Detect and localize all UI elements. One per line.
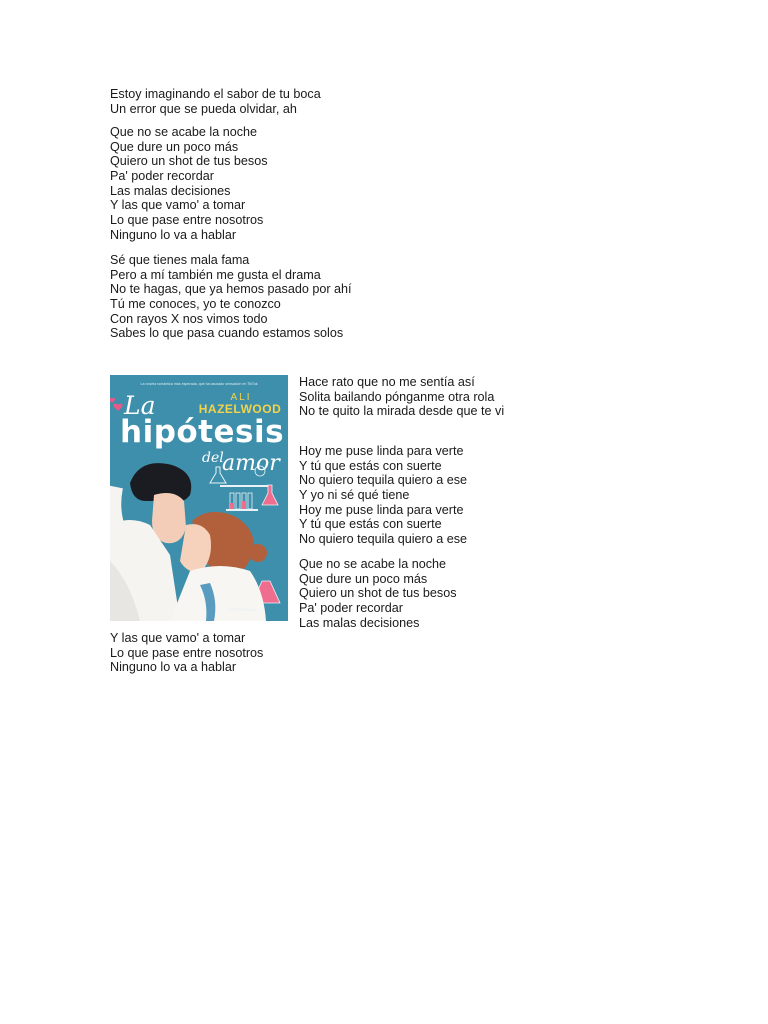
lyric-line: No te quito la mirada desde que te vi	[299, 404, 505, 419]
lyric-line: Y las que vamo' a tomar	[110, 198, 246, 213]
lyric-line: Lo que pase entre nosotros	[110, 645, 264, 660]
cover-author-first-name: ALI	[230, 392, 252, 403]
lyric-line: Con rayos X nos vimos todo	[110, 311, 268, 326]
lyric-line: Que no se acabe la noche	[299, 557, 447, 571]
lyric-line: No quiero tequila quiero a ese	[299, 532, 468, 547]
lyric-line: Las malas decisiones	[110, 183, 231, 198]
lyrics-block-1	[110, 87, 321, 116]
lyric-line: Sé que tienes mala fama	[110, 253, 250, 267]
lyric-line: Solita bailando pónganme otra rola	[299, 389, 495, 404]
lyric-line: Que no se acabe la noche	[110, 125, 258, 139]
lyric-line: Lo que pase entre nosotros	[110, 213, 264, 228]
cover-author-last-name: HAZELWOOD	[198, 402, 282, 416]
lyric-line: Estoy imaginando el sabor de tu boca	[110, 87, 321, 101]
lyric-line: Y tú que estás con suerte	[299, 458, 442, 473]
lyric-line: Quiero un shot de tus besos	[110, 154, 268, 169]
cover-title-amor: amor	[222, 451, 280, 476]
lyrics-block-7	[110, 631, 263, 675]
lyric-line: Pa' poder recordar	[299, 601, 403, 616]
lyric-line: Y tú que estás con suerte	[299, 517, 442, 532]
cover-title-main: hipótesis	[120, 414, 285, 450]
lyric-line: No te hagas, que ya hemos pasado por ahí	[110, 282, 352, 297]
lyric-line: Hoy me puse linda para verte	[299, 502, 464, 517]
lyric-line: Quiero un shot de tus besos	[299, 586, 457, 601]
lyric-line: No quiero tequila quiero a ese	[299, 473, 468, 488]
lyrics-block-2	[110, 125, 268, 243]
lyric-line: Hace rato que no me sentía así	[299, 375, 475, 389]
lyric-line: Que dure un poco más	[110, 139, 239, 154]
lyric-line: Pero a mí también me gusta el drama	[110, 267, 321, 282]
lyric-line: Tú me conoces, yo te conozco	[110, 297, 281, 312]
lyric-line: Ninguno lo va a hablar	[110, 227, 237, 242]
cover-tagline: La novela romántica más esperada, que ha causado sensación en TikTok	[140, 382, 258, 386]
lyrics-block-4	[299, 375, 504, 419]
book-cover-image	[110, 375, 288, 621]
lyric-line: Las malas decisiones	[299, 615, 420, 630]
lyric-line: Que dure un poco más	[299, 571, 428, 586]
lyric-line: Y yo ni sé qué tiene	[299, 488, 410, 503]
lyrics-block-5	[299, 444, 467, 547]
lyrics-block-3	[110, 253, 352, 341]
lyric-line: Pa' poder recordar	[110, 169, 214, 184]
lyric-line: Sabes lo que pasa cuando estamos solos	[110, 326, 344, 341]
lyrics-block-6	[299, 557, 457, 630]
lyric-line: Hoy me puse linda para verte	[299, 444, 464, 458]
cover-publisher: CROSSBOOKS	[228, 607, 257, 612]
lyric-line: Y las que vamo' a tomar	[110, 631, 246, 645]
cover-title-la: La	[124, 391, 156, 420]
cover-title-del: del	[202, 450, 224, 466]
lyric-line: Un error que se pueda olvidar, ah	[110, 101, 297, 116]
lyric-line: Ninguno lo va a hablar	[110, 660, 237, 675]
